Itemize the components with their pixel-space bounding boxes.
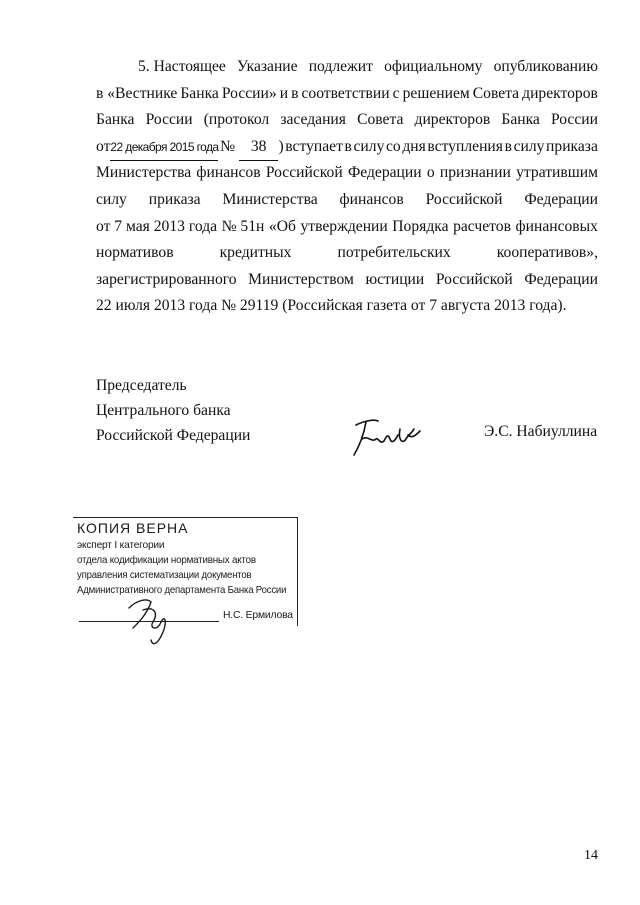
- paragraph-line-9: зарегистрированного Министерством юстиции Российской Федерации: [96, 270, 598, 288]
- paragraph-line-4: от22 декабря 2015 года № 38 ) вступает в силу со дня вступления в силу приказа: [96, 134, 598, 161]
- stamp-signature-graphic: [123, 592, 179, 652]
- paragraph-line-2: в «Вестнике Банка России» и в соответствии с решением Совета директоров: [96, 84, 598, 102]
- paragraph-line-6: силу приказа Министерства финансов Российской Федерации: [96, 190, 598, 208]
- signatory-line-2: Центрального банка: [96, 402, 231, 419]
- signatory-name: Э.С. Набиуллина: [484, 423, 598, 440]
- paragraph-line-5: Министерства финансов Российской Федерации о признании утратившим: [96, 164, 598, 182]
- signatory-position: [96, 373, 250, 448]
- body-paragraph: [96, 54, 598, 320]
- stamp-name: Н.С. Ермилова: [223, 610, 293, 621]
- paragraph-line-3: Банка России (протокол заседания Совета директоров Банка России: [96, 111, 598, 129]
- stamp-line-3: управления систематизации документов: [77, 570, 252, 581]
- stamp-line-1: эксперт I категории: [77, 540, 165, 551]
- paragraph-line-10: 22 июля 2013 года № 29119 (Российская газета от 7 августа 2013 года).: [96, 297, 567, 315]
- protocol-number: 38: [239, 134, 279, 162]
- stamp-title: КОПИЯ ВЕРНА: [77, 520, 189, 536]
- paragraph-line-8: нормативов кредитных потребительских кооперативов»,: [96, 244, 598, 262]
- stamp-line-4: Административного департамента Банка России: [77, 585, 287, 596]
- paragraph-line-7: от 7 мая 2013 года № 51н «Об утверждении Порядка расчетов финансовых: [96, 217, 598, 235]
- signatory-line-1: Председатель: [96, 377, 187, 394]
- protocol-date-group: от22 декабря 2015 года: [96, 134, 218, 161]
- protocol-number-group: № 38 ): [220, 134, 284, 161]
- page-number: 14: [584, 848, 598, 863]
- signatory-line-3: Российской Федерации: [96, 427, 251, 444]
- paragraph-line-1: 5. Настоящее Указание подлежит официальному опубликованию: [138, 58, 598, 75]
- signature-graphic: [348, 415, 424, 459]
- protocol-date: 22 декабря 2015 года: [110, 134, 218, 162]
- copy-certification-stamp: [73, 517, 298, 626]
- stamp-line-2: отдела кодификации нормативных актов: [77, 555, 256, 566]
